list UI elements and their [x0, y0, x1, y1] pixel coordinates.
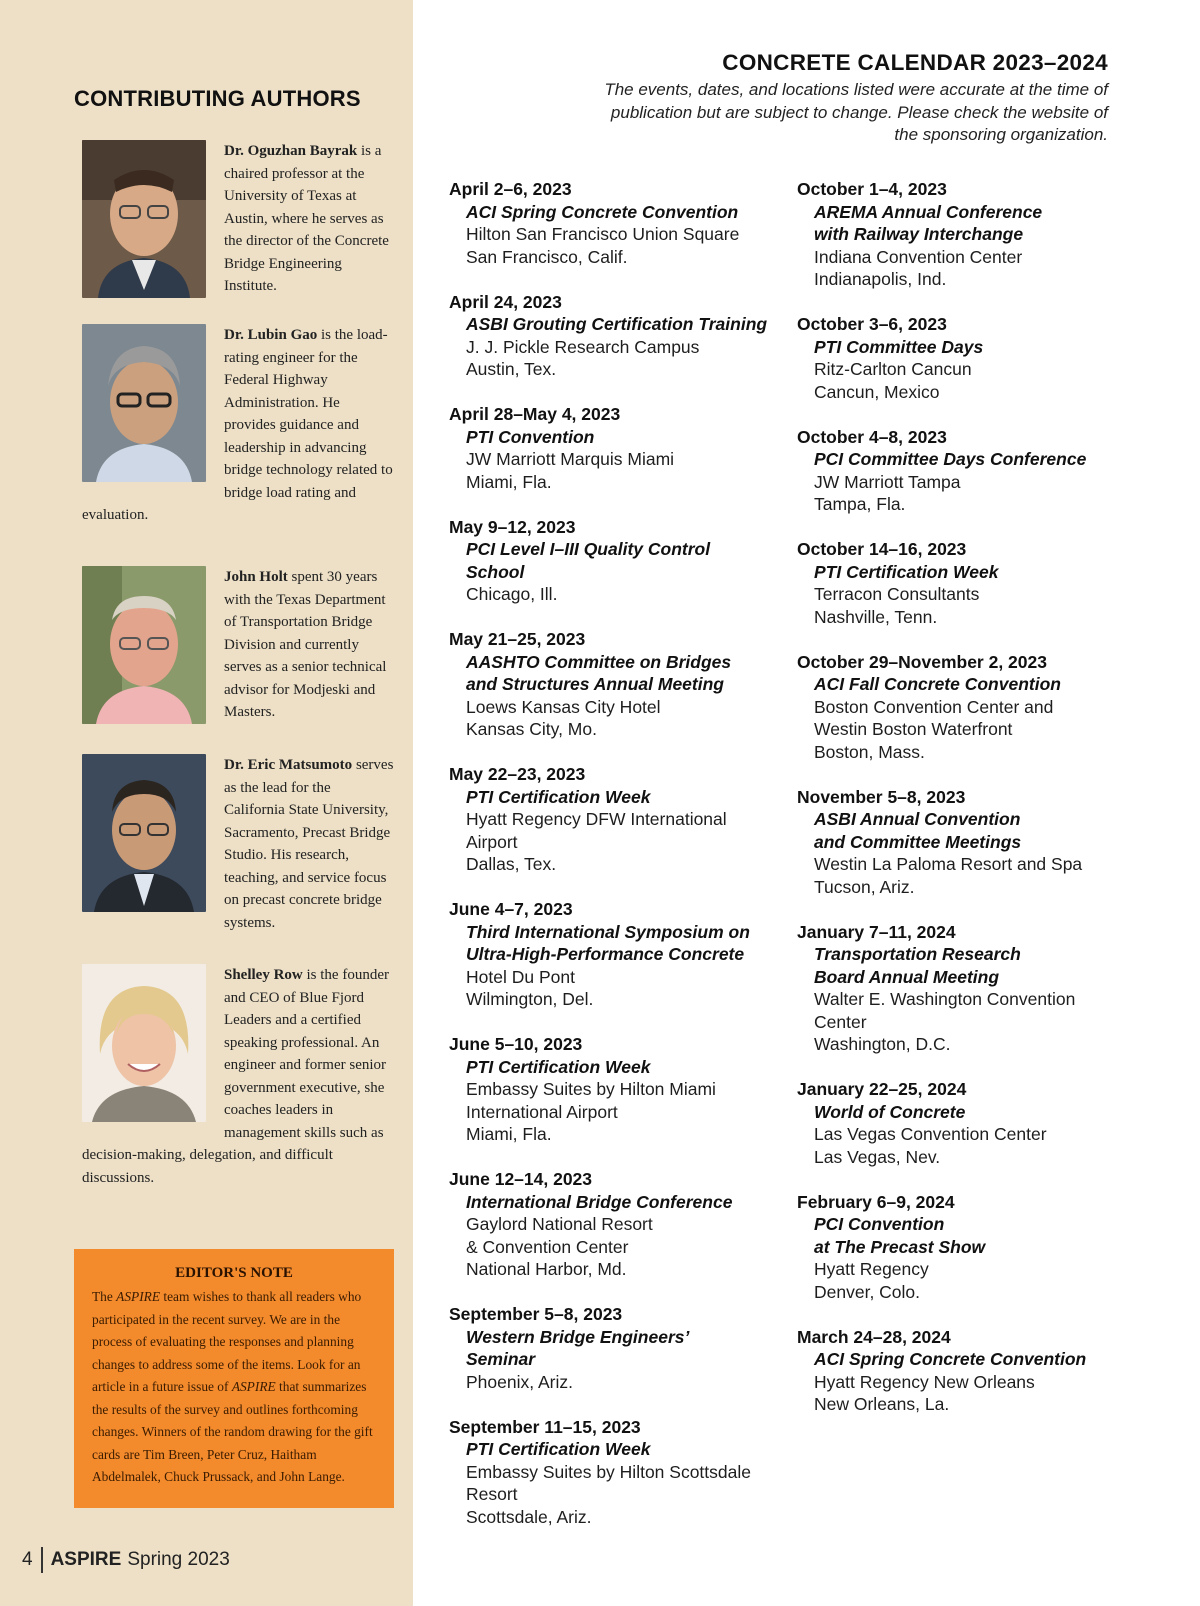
event-name: PTI Certification Week [814, 561, 999, 582]
event-location: Las Vegas, Nev. [814, 1146, 941, 1167]
event-location: Dallas, Tex. [466, 854, 557, 874]
event-location: Chicago, Ill. [466, 584, 558, 604]
event-name: PCI Convention [814, 1214, 945, 1234]
event-date: March 24–28, 2024 [797, 1326, 951, 1347]
event-location: Wilmington, Del. [466, 989, 594, 1009]
event-name: AREMA Annual Conference [814, 201, 1043, 222]
author-bio: is the load-rating engineer for the Federal Highway Administration. He provides guidance and leadership in advancing bridge technology related to bridge load rating and evaluation. [82, 327, 393, 523]
event-name: Seminar [466, 1349, 536, 1369]
event-location: Tucson, Ariz. [814, 876, 915, 897]
calendar-event [449, 628, 789, 741]
sidebar-title: CONTRIBUTING AUTHORS [74, 86, 361, 111]
event-location: Embassy Suites by Hilton Miami [466, 1079, 716, 1099]
event-date: January 22–25, 2024 [797, 1079, 967, 1099]
event-name: World of Concrete [814, 1101, 966, 1122]
event-date: April 28–May 4, 2023 [449, 404, 621, 424]
event-location: Westin Boston Waterfront [814, 719, 1013, 739]
event-location: Indiana Convention Center [814, 246, 1023, 267]
editors-note-text: team wishes to thank all readers who participated in the recent survey. We are in the process of evaluating the responses and planning changes to address some of the items. Look for an article in a future issue of [92, 1289, 362, 1394]
event-name: Transportation Research [814, 944, 1021, 964]
event-location: Walter E. Washington Convention [814, 989, 1076, 1009]
event-location: Las Vegas Convention Center [814, 1124, 1047, 1144]
calendar-event [449, 763, 789, 876]
event-date: June 12–14, 2023 [449, 1169, 593, 1189]
contributing-authors-sidebar [0, 0, 413, 1606]
event-location: Center [814, 1011, 867, 1032]
event-location: Indianapolis, Ind. [814, 269, 947, 289]
calendar-event [449, 898, 789, 1011]
calendar-event [449, 1168, 789, 1281]
page-footer [22, 1546, 230, 1574]
event-name: PCI Level I–III Quality Control [466, 539, 711, 559]
event-location: J. J. Pickle Research Campus [466, 336, 700, 357]
event-location: San Francisco, Calif. [466, 246, 628, 267]
calendar-event [797, 1078, 1117, 1168]
event-name: PTI Certification Week [466, 1439, 651, 1459]
editors-note-title: EDITOR'S NOTE [175, 1265, 293, 1281]
event-location: Phoenix, Ariz. [466, 1371, 573, 1392]
author-photo-holt [82, 566, 206, 724]
event-name: ASBI Grouting Certification Training [466, 314, 768, 334]
author-bio: is the founder and CEO of Blue Fjord Leaders and a certified speaking professional. An engineer and former senior government executive, she coaches leaders in management skills such as decision-making, delegation, and difficult discussions. [82, 967, 389, 1186]
event-location: Tampa, Fla. [814, 494, 906, 514]
event-date: November 5–8, 2023 [797, 786, 966, 807]
calendar-event [797, 921, 1117, 1056]
event-name: Third International Symposium on [466, 921, 750, 942]
author-photo-matsumoto [82, 754, 206, 912]
calendar-event [449, 291, 789, 381]
event-location: Miami, Fla. [466, 1124, 552, 1144]
event-location: Kansas City, Mo. [466, 719, 597, 739]
author-holt [82, 566, 394, 730]
event-location: Hyatt Regency [814, 1259, 929, 1279]
event-location: Boston Convention Center and [814, 696, 1054, 717]
event-location: Hotel Du Pont [466, 966, 575, 987]
event-name: PTI Certification Week [466, 786, 651, 807]
author-bio: serves as the lead for the California State University, Sacramento, Precast Bridge Studio. His research, teaching, and service focus on precast concrete bridge systems. [224, 757, 394, 931]
author-bio: is a chaired professor at the University of Texas at Austin, where he serves as the director of the Concrete Bridge Engineering Institute. [224, 143, 389, 294]
calendar-event [449, 403, 789, 493]
event-date: October 4–8, 2023 [797, 426, 947, 447]
event-date: April 2–6, 2023 [449, 179, 572, 199]
event-location: Hyatt Regency DFW International [466, 809, 727, 829]
calendar-event [797, 651, 1117, 764]
event-location: Austin, Tex. [466, 359, 557, 379]
event-location: National Harbor, Md. [466, 1259, 627, 1279]
author-gao [82, 324, 394, 527]
author-name: John Holt [224, 569, 288, 585]
event-location: & Convention Center [466, 1236, 629, 1257]
magazine-name: ASPIRE [50, 1549, 122, 1570]
event-location: Embassy Suites by Hilton Scottsdale [466, 1461, 751, 1482]
event-location: International Airport [466, 1101, 618, 1122]
event-name: PTI Committee Days [814, 336, 984, 357]
event-date: February 6–9, 2024 [797, 1191, 955, 1212]
event-location: Scottsdale, Ariz. [466, 1506, 592, 1527]
calendar-column-left [449, 178, 789, 1551]
author-bio: spent 30 years with the Texas Department of Transportation Bridge Division and currently serves as a senior technical advisor for Modjeski and Masters. [224, 569, 387, 720]
event-name: PTI Convention [466, 426, 595, 447]
event-name: and Structures Annual Meeting [466, 674, 724, 694]
event-name: PCI Committee Days Conference [814, 449, 1087, 469]
event-name: ACI Spring Concrete Convention [466, 201, 739, 222]
event-name: AASHTO Committee on Bridges [466, 651, 732, 672]
event-location: Cancun, Mexico [814, 381, 940, 402]
calendar-event [449, 1416, 789, 1529]
editors-note-aspire: ASPIRE [116, 1289, 161, 1304]
calendar-event [797, 426, 1117, 516]
event-date: April 24, 2023 [449, 291, 562, 312]
event-name: and Committee Meetings [814, 831, 1022, 852]
event-date: June 5–10, 2023 [449, 1034, 583, 1054]
editors-note-box [74, 1249, 394, 1508]
event-date: October 14–16, 2023 [797, 539, 967, 559]
event-location: Resort [466, 1484, 518, 1504]
event-date: May 9–12, 2023 [449, 516, 576, 537]
calendar-event [797, 1326, 1117, 1416]
event-name: School [466, 561, 525, 582]
author-bayrak [82, 140, 394, 304]
event-location: Gaylord National Resort [466, 1214, 653, 1234]
calendar-subtitle: The events, dates, and locations listed were accurate at the time of publication but are subject to change. Please check the website of the sponsoring organization. [604, 80, 1108, 144]
calendar-event [449, 516, 789, 606]
event-location: Denver, Colo. [814, 1281, 921, 1302]
author-photo-gao [82, 324, 206, 482]
event-name: Ultra-High-Performance Concrete [466, 944, 745, 964]
event-location: New Orleans, La. [814, 1394, 950, 1414]
event-location: Miami, Fla. [466, 471, 552, 492]
editors-note-text: The [92, 1289, 117, 1304]
event-name: at The Precast Show [814, 1236, 986, 1257]
author-name: Shelley Row [224, 967, 303, 983]
calendar-event [449, 1303, 789, 1393]
author-photo-bayrak [82, 140, 206, 298]
calendar-event [797, 1191, 1117, 1304]
author-name: Dr. Oguzhan Bayrak [224, 143, 358, 159]
event-name: ASBI Annual Convention [814, 809, 1021, 829]
event-date: October 29–November 2, 2023 [797, 651, 1047, 672]
event-location: Washington, D.C. [814, 1034, 951, 1054]
event-name: Board Annual Meeting [814, 966, 1000, 987]
event-name: International Bridge Conference [466, 1191, 733, 1212]
event-name: Western Bridge Engineers’ [466, 1326, 690, 1347]
event-location: Loews Kansas City Hotel [466, 696, 661, 717]
event-date: September 5–8, 2023 [449, 1304, 623, 1324]
page-number: 4 [22, 1549, 33, 1570]
editors-note-aspire: ASPIRE [231, 1379, 276, 1394]
author-row [82, 964, 394, 1189]
event-date: May 21–25, 2023 [449, 629, 586, 649]
event-name: ACI Fall Concrete Convention [814, 674, 1061, 694]
calendar-event [449, 178, 789, 268]
event-date: October 1–4, 2023 [797, 179, 947, 199]
event-location: JW Marriott Tampa [814, 471, 961, 492]
editors-note-text: that summarizes the results of the survey and outlines forthcoming changes. Winners of the random drawing for the gift cards are Tim Breen, Peter Cruz, Haitham Abdelmalek, Chuck Prussack, and John Lange. [92, 1379, 373, 1484]
event-location: Terracon Consultants [814, 584, 980, 604]
event-name: with Railway Interchange [814, 224, 1024, 244]
calendar-event [797, 313, 1117, 403]
author-name: Dr. Eric Matsumoto [224, 757, 353, 773]
author-name: Dr. Lubin Gao [224, 327, 318, 343]
event-date: October 3–6, 2023 [797, 314, 947, 334]
event-date: June 4–7, 2023 [449, 899, 573, 919]
event-location: Ritz-Carlton Cancun [814, 359, 972, 379]
calendar-event [797, 178, 1117, 291]
event-location: Hilton San Francisco Union Square [466, 224, 740, 244]
event-date: September 11–15, 2023 [449, 1416, 641, 1437]
event-location: JW Marriott Marquis Miami [466, 449, 675, 469]
calendar-event [449, 1033, 789, 1146]
calendar-title: CONCRETE CALENDAR 2023–2024 [722, 50, 1108, 75]
event-name: ACI Spring Concrete Convention [814, 1349, 1087, 1369]
calendar-event [797, 786, 1117, 899]
calendar-event [797, 538, 1117, 628]
event-date: January 7–11, 2024 [797, 921, 956, 942]
calendar-column-right [797, 178, 1117, 1438]
author-matsumoto [82, 754, 394, 934]
issue-label: Spring 2023 [127, 1549, 230, 1570]
event-location: Hyatt Regency New Orleans [814, 1371, 1035, 1392]
footer-divider [41, 1547, 43, 1573]
event-location: Airport [466, 831, 518, 852]
event-location: Westin La Paloma Resort and Spa [814, 854, 1083, 874]
event-date: May 22–23, 2023 [449, 764, 586, 784]
author-photo-row [82, 964, 206, 1122]
event-name: PTI Certification Week [466, 1056, 651, 1077]
editors-note-body [92, 1286, 376, 1489]
event-location: Boston, Mass. [814, 741, 925, 762]
event-location: Nashville, Tenn. [814, 606, 938, 627]
